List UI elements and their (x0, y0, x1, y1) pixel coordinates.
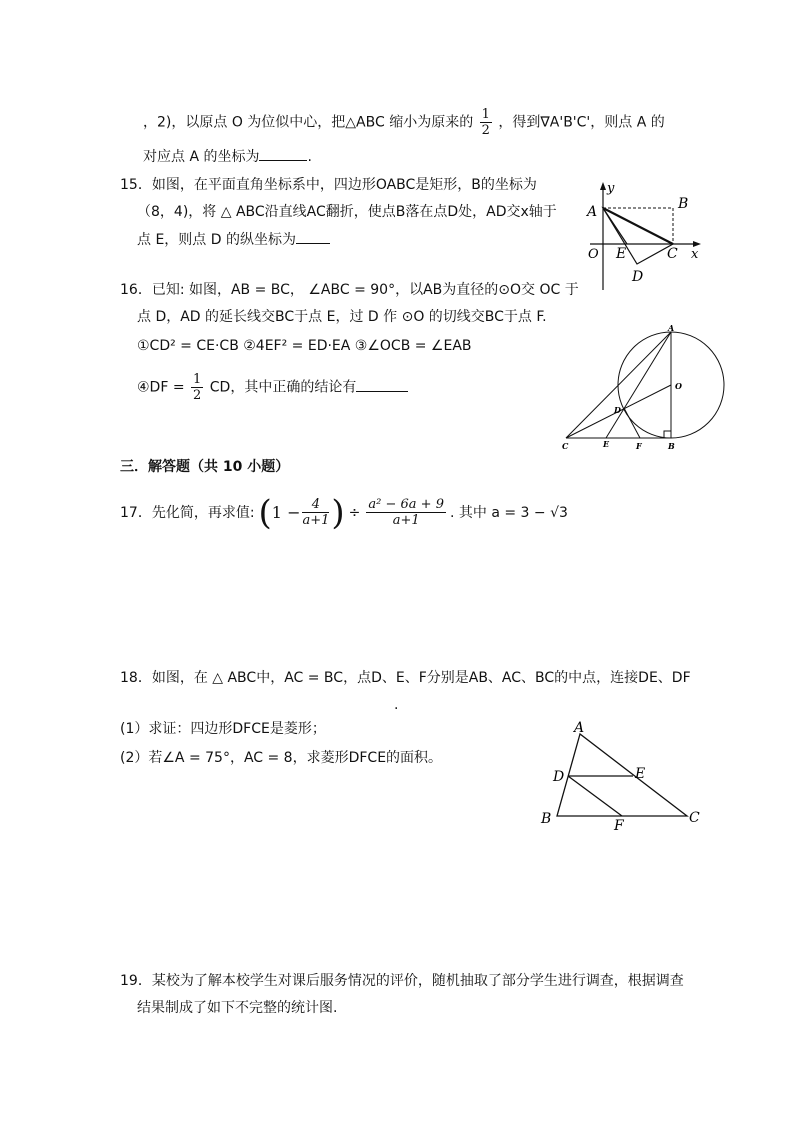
q16-line4 (137, 372, 408, 403)
q16-fraction (191, 372, 203, 403)
label-b: B (668, 441, 675, 451)
line-ca (566, 332, 671, 438)
line-df (624, 408, 640, 438)
q17-f2-den: a+1 (392, 513, 420, 528)
q16-text-b: CD，其中正确的结论有 (209, 379, 357, 396)
label-e: E (603, 439, 610, 449)
q17-f2-num: a² − 6a + 9 (368, 497, 444, 512)
label-b: B (678, 196, 689, 212)
label-a: A (668, 323, 675, 333)
label-o: O (675, 381, 682, 391)
label-y: y (607, 181, 615, 196)
q18-dot: . (394, 697, 399, 713)
y-arrow (600, 182, 606, 190)
q14-fraction (480, 107, 492, 138)
label-x: x (691, 247, 699, 262)
q14-text-a: ，2)，以原点 O 为位似中心，把△ABC 缩小为原来的 (143, 114, 474, 131)
q15-text: 点 E，则点 D 的纵坐标为 (137, 232, 296, 248)
label-d: D (632, 269, 644, 285)
q16-frac-num: 1 (193, 372, 202, 387)
label-c: C (562, 441, 569, 451)
triangle-abc (557, 734, 687, 816)
q15-figure (575, 178, 705, 293)
q14-text-c: 对应点 A 的坐标为 (143, 149, 260, 165)
q16-figure (558, 322, 738, 454)
label-e: E (635, 766, 646, 782)
label-f: F (614, 818, 624, 834)
q14-frac-den: 2 (481, 123, 490, 138)
answer-blank (356, 379, 408, 392)
section-title: 三．解答题（共 10 小题） (120, 459, 290, 475)
paren-right: ) (331, 492, 345, 533)
q15-line1: 15．如图，在平面直角坐标系中，四边形OABC是矩形，B的坐标为 (120, 177, 537, 193)
q14-line1 (143, 107, 665, 138)
q19-line2: 结果制成了如下不完整的统计图. (137, 1000, 338, 1016)
right-angle-mark (664, 431, 671, 438)
q17-line (120, 492, 568, 533)
q18-figure (535, 720, 710, 835)
label-a: A (574, 720, 585, 736)
q17-prefix: 17．先化简，再求值: (120, 504, 255, 521)
paren-left: ( (258, 492, 272, 533)
q16-frac-den: 2 (193, 388, 202, 403)
q16-line1: 16．已知: 如图，AB = BC， ∠ABC = 90°，以AB为直径的⊙O交 OC 于 (120, 282, 579, 298)
label-e: E (616, 246, 627, 262)
q17-fraction-1 (302, 497, 329, 528)
q19-line1: 19．某校为了解本校学生对课后服务情况的评价，随机抽取了部分学生进行调查，根据调查 (120, 973, 684, 989)
label-c: C (689, 810, 700, 826)
q17-fraction-2 (366, 497, 446, 528)
line-df (568, 776, 622, 816)
q15-line2: （8，4)，将 △ ABC沿直线AC翻折，使点B落在点D处，AD交x轴于 (137, 204, 557, 220)
label-b: B (541, 811, 552, 827)
label-o: O (588, 247, 599, 262)
label-d: D (614, 405, 621, 415)
label-d: D (553, 769, 565, 785)
q17-f1-den: a+1 (302, 513, 330, 528)
label-f: F (636, 441, 642, 451)
q18-part2: (2）若∠A = 75°，AC = 8，求菱形DFCE的面积。 (120, 750, 443, 766)
label-a: A (587, 204, 598, 220)
q16-text-a: ④DF = (137, 379, 185, 396)
q17-divide: ÷ (348, 504, 361, 521)
q14-text-b: ，得到∇A'B'C'，则点 A 的 (498, 114, 665, 131)
triangle-adc (603, 208, 673, 264)
q17-suffix: . 其中 a = 3 − √3 (449, 504, 568, 521)
q18-line1: 18．如图，在 △ ABC中，AC = BC，点D、E、F分别是AB、AC、BC的中点，连接DE、DF (120, 670, 691, 686)
answer-blank (259, 148, 307, 161)
label-c: C (667, 246, 678, 262)
q16-line2: 点 D，AD 的延长线交BC于点 E，过 D 作 ⊙O 的切线交BC于点 F. (137, 309, 547, 325)
answer-blank (296, 231, 330, 244)
q14-frac-num: 1 (481, 107, 490, 122)
q14-line2: 对应点 A 的坐标为 . (143, 149, 312, 165)
line-ae (606, 332, 671, 438)
q16-line3: ①CD² = CE·CB ②4EF² = ED·EA ③∠OCB = ∠EAB (137, 338, 472, 354)
q17-one: 1 − (271, 502, 301, 522)
q17-f1-num: 4 (302, 497, 329, 513)
q18-part1: (1）求证：四边形DFCE是菱形； (120, 721, 326, 737)
q15-line3 (137, 230, 330, 250)
